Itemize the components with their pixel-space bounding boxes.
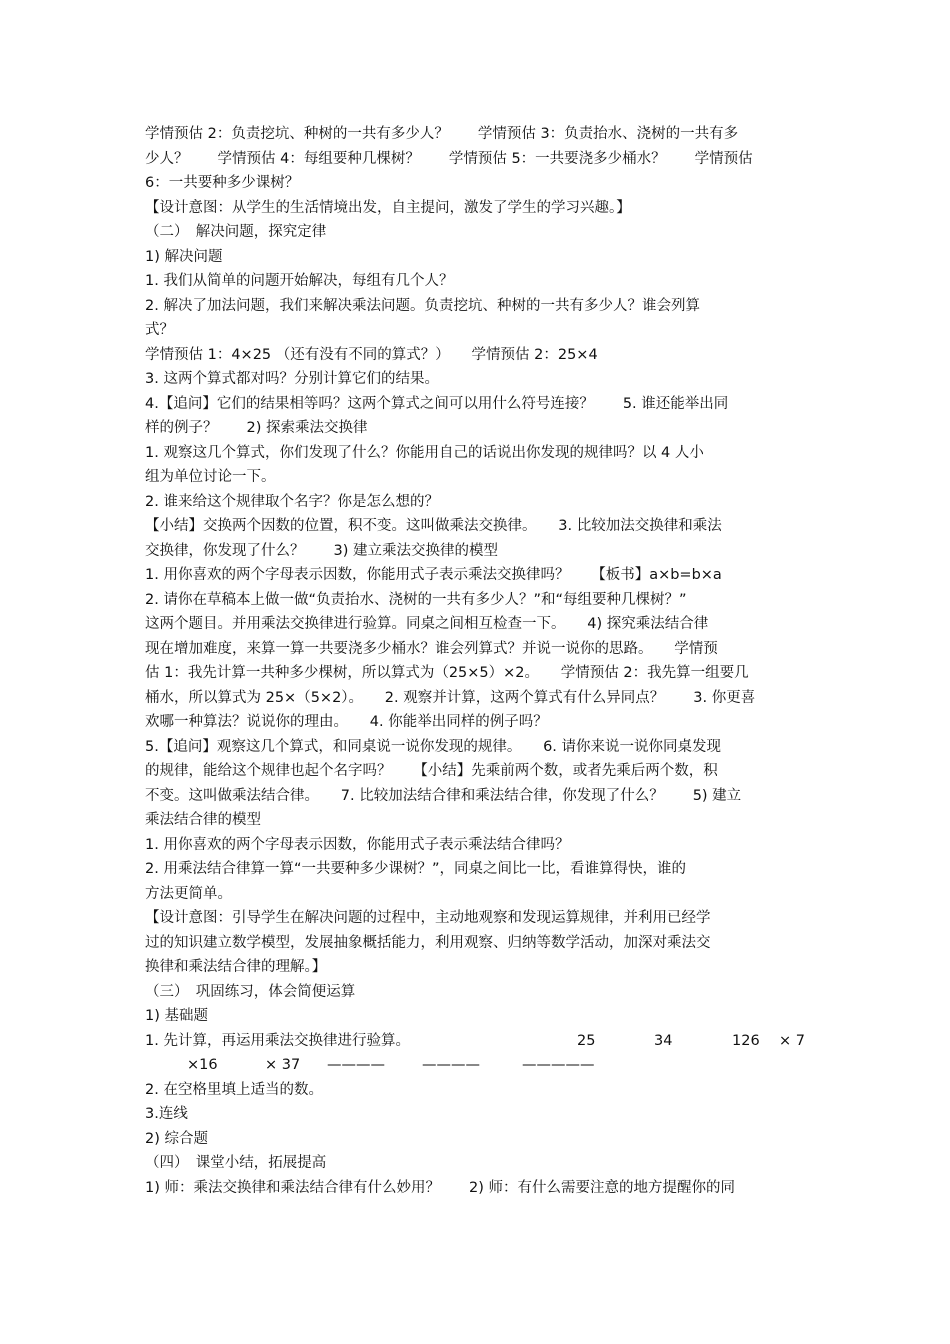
text-line: 2. 谁来给这个规律取个名字？你是怎么想的？ (145, 493, 439, 510)
text-line: （四） 课堂小结，拓展提高 (145, 1155, 327, 1171)
text-line: 6：一共要种多少课树？ (145, 175, 300, 191)
text-line: 少人？ 学情预估 4：每组要种几棵树？ 学情预估 5：一共要浇多少桶水？ 学情预估 (145, 150, 753, 167)
text-line: 2. 请你在草稿本上做一做“负责抬水、浇树的一共有多少人？”和“每组要种几棵树？” (145, 591, 687, 608)
text-line: 现在增加难度，来算一算一共要浇多少桶水？谁会列算式？并说一说你的思路。 学情预 (145, 640, 718, 657)
text-line: （二） 解决问题，探究定律 (145, 224, 327, 240)
text-line: 交换律，你发现了什么？ 3) 建立乘法交换律的模型 (145, 542, 498, 559)
paragraph-block-end (145, 1078, 810, 1201)
text-line: 过的知识建立数学模型，发展抽象概括能力，利用观察、归纳等数学活动，加深对乘法交 (145, 934, 711, 951)
text-line: 方法更简单。 (145, 885, 232, 902)
exercise-number-3: 126 (732, 1032, 760, 1049)
text-line: 的规律，能给这个规律也起个名字吗？ 【小结】先乘前两个数，或者先乘后两个数，积 (145, 763, 718, 779)
paragraph-block-main (145, 122, 810, 1029)
text-line: 1. 用你喜欢的两个字母表示因数，你能用式子表示乘法结合律吗？ (145, 836, 570, 853)
text-line: 3.连线 (145, 1106, 188, 1122)
exercise-number-2: 34 (654, 1032, 673, 1049)
exercise-multiplier-1: ×16 (187, 1057, 218, 1073)
text-line: 1) 师：乘法交换律和乘法结合律有什么妙用？ 2) 师：有什么需要注意的地方提醒你的同 (145, 1179, 735, 1196)
text-line: （三） 巩固练习，体会简便运算 (145, 983, 356, 1000)
text-line: 换律和乘法结合律的理解。】 (145, 959, 327, 975)
exercise-multiplier-2: × 37 (265, 1057, 301, 1073)
text-line: 乘法结合律的模型 (145, 812, 261, 828)
text-line: 估 1：我先计算一共种多少棵树，所以算式为（25×5）×2。 学情预估 2：我先算一组要几 (145, 665, 749, 681)
text-line: 不变。这叫做乘法结合律。 7. 比较加法结合律和乘法结合律，你发现了什么？ 5) 建立 (145, 787, 742, 804)
text-line: 2. 用乘法结合律算一算“一共要种多少课树？”，同桌之间比一比，看谁算得快，谁的 (145, 861, 686, 877)
exercise-blank-2: ———— (422, 1057, 480, 1073)
exercise-number-4: × 7 (779, 1032, 805, 1049)
text-line: 【设计意图：从学生的生活情境出发，自主提问，激发了学生的学习兴趣。】 (145, 199, 631, 216)
text-line: 这两个题目。并用乘法交换律进行验算。同桌之间相互检查一下。 4) 探究乘法结合律 (145, 616, 709, 632)
text-line: 学情预估 2：负责挖坑、种树的一共有多少人？ 学情预估 3：负责抬水、浇树的一共有多 (145, 126, 739, 142)
text-line: 1. 用你喜欢的两个字母表示因数，你能用式子表示乘法交换律吗？ 【板书】a×b=b×a (145, 567, 722, 583)
text-line: 3. 这两个算式都对吗？分别计算它们的结果。 (145, 371, 439, 387)
text-line: 1) 基础题 (145, 1008, 208, 1024)
text-line: 5.【追问】观察这几个算式，和同桌说一说你发现的规律。 6. 请你来说一说你同桌发现 (145, 738, 722, 755)
text-line: 2. 在空格里填上适当的数。 (145, 1081, 323, 1098)
exercise-blank-3: ————— (522, 1057, 595, 1073)
text-line: 样的例子？ 2) 探索乘法交换律 (145, 420, 368, 436)
text-line: 欢哪一种算法？说说你的理由。 4. 你能举出同样的例子吗？ (145, 714, 548, 730)
text-line: 【小结】交换两个因数的位置，积不变。这叫做乘法交换律。 3. 比较加法交换律和乘法 (145, 518, 722, 534)
text-line: 式？ (145, 322, 174, 338)
exercise-row-2 (145, 1053, 810, 1078)
text-line: 4.【追问】它们的结果相等吗？这两个算式之间可以用什么符号连接？ 5. 谁还能举出同 (145, 395, 729, 412)
text-line: 2. 解决了加法问题，我们来解决乘法问题。负责挖坑、种树的一共有多少人？谁会列算 (145, 297, 700, 314)
text-line: 组为单位讨论一下。 (145, 469, 276, 485)
text-line: 桶水，所以算式为 25×（5×2）。 2. 观察并计算，这两个算式有什么异同点？ 3. 你更喜 (145, 689, 756, 706)
text-line: 1) 解决问题 (145, 248, 223, 265)
document-body (145, 122, 810, 1200)
text-line: 1. 我们从简单的问题开始解决，每组有几个人？ (145, 273, 454, 289)
exercise-prompt: 1. 先计算，再运用乘法交换律进行验算。 (145, 1032, 410, 1049)
exercise-blank-1: ———— (327, 1057, 385, 1073)
text-line: 1. 观察这几个算式，你们发现了什么？你能用自己的话说出你发现的规律吗？以 4 人小 (145, 444, 704, 461)
text-line: 【设计意图：引导学生在解决问题的过程中，主动地观察和发现运算规律，并利用已经学 (145, 910, 711, 926)
exercise-row-1 (145, 1029, 810, 1054)
text-line: 学情预估 1：4×25 （还有没有不同的算式？） 学情预估 2：25×4 (145, 346, 598, 363)
exercise-number-1: 25 (577, 1032, 596, 1049)
text-line: 2) 综合题 (145, 1130, 208, 1147)
